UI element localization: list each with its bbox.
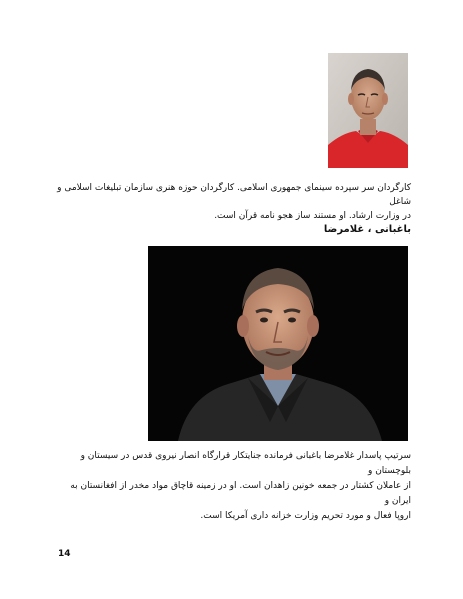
entry-1-description: کارگردان سر سپرده سینمای جمهوری اسلامی. کارگردان حوزه هنری سازمان تبلیغات اسلامی و شاغل در وزارت ارشاد. او مستند ساز هجو نامه قرآن است.: [57, 183, 411, 221]
page-number: 14: [58, 549, 71, 559]
entry-2-name-heading: باغبانی ، غلامرضا: [323, 224, 411, 235]
portrait-photo-1: [328, 53, 408, 168]
portrait-photo-1-image: [328, 53, 408, 168]
entry-2-description: سرتیپ پاسدار غلامرضا باغبانی فرمانده جنایتکار قرارگاه انصار نیروی قدس در سیستان و بلوچستان و از عاملان کشتار در جمعه خونین زاهدان است. او در زمینه قاچاق مواد مخدر از افغانستان به ایران و اروپا فعال و مورد تحریم وزارت خزانه داری آمریکا است.: [70, 451, 411, 521]
portrait-photo-2-image: [148, 246, 408, 441]
portrait-photo-2: [148, 246, 408, 441]
